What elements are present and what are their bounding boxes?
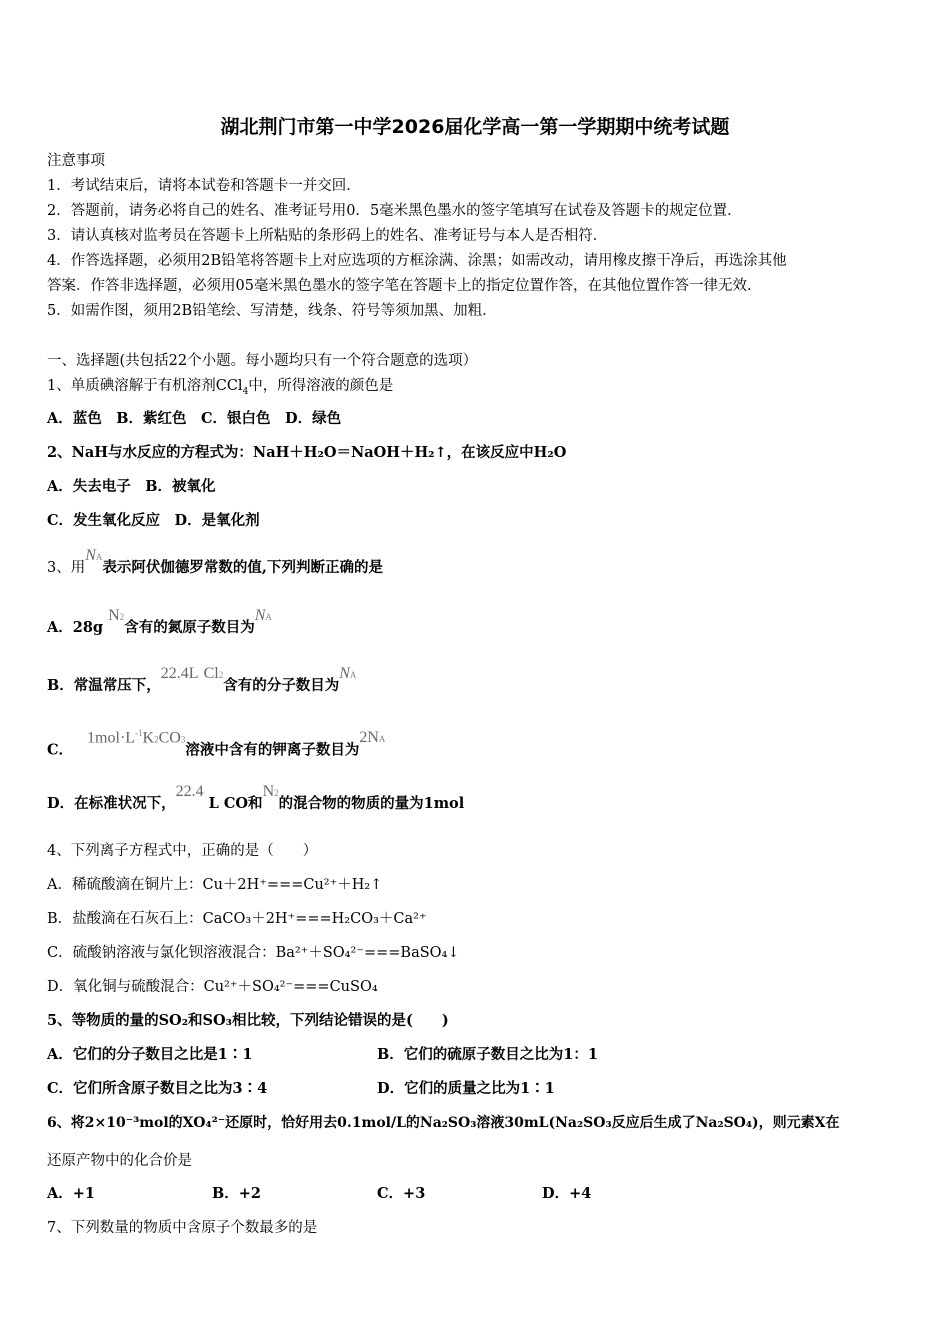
question-4-option-b: B．盐酸滴在石灰石上：CaCO₃＋2H⁺===H₂CO₃＋Ca²⁺ (47, 911, 427, 927)
question-3-option-a: A．28g N2含有的氮原子数目为NA (47, 607, 272, 636)
section-heading: 一、选择题(共包括22个小题。每小题均只有一个符合题意的选项） (47, 353, 478, 369)
question-3-option-c: C．$1mol\cdot L^{-1}K2CO3$溶液中含有的钾离子数目为2NA (47, 736, 385, 760)
formula-cl2: Cl2 (203, 665, 224, 682)
formula-2na: 2NA (359, 729, 386, 747)
question-2-options-row1: A．失去电子 B．被氧化 (47, 478, 216, 495)
question-6-option-b: B．+2 (212, 1185, 261, 1202)
notice-item: 3．请认真核对监考员在答题卡上所粘贴的条形码上的姓名、准考证号与本人是否相符． (47, 228, 608, 244)
question-5-option-a: A．它们的分子数目之比是1∶1 (47, 1046, 253, 1063)
question-7-stem: 7、下列数量的物质中含原子个数最多的是 (47, 1220, 318, 1236)
question-5-stem: 5、等物质的量的SO₂和SO₃相比较，下列结论错误的是( ) (47, 1012, 449, 1029)
formula-k2co3-conc: $1mol\cdot L^{-1}K2CO3$ (87, 728, 186, 747)
formula-n2: N2 (262, 783, 279, 800)
question-6-option-a: A．+1 (47, 1185, 95, 1202)
question-3-option-d: D．在标准状况下，22.4 L CO和N2的混合物的物质的量为1mol (47, 783, 465, 812)
question-4-option-a: A．稀硫酸滴在铜片上：Cu＋2H⁺===Cu²⁺＋H₂↑ (47, 877, 383, 893)
question-5-option-c: C．它们所含原子数目之比为3∶4 (47, 1080, 268, 1097)
question-3-option-b: B．常温常压下，22.4L Cl2含有的分子数目为NA (47, 665, 357, 694)
question-4-option-d: D．氧化铜与硫酸混合：Cu²⁺＋SO₄²⁻===CuSO₄ (47, 979, 378, 995)
question-1-stem: 1、单质碘溶解于有机溶剂CCl$_4$中，所得溶液的颜色是 (47, 378, 394, 397)
question-1-options: A．蓝色 B．紫红色 C．银白色 D．绿色 (47, 410, 342, 427)
notice-item: 答案．作答非选择题，必须用05毫米黑色墨水的签字笔在答题卡上的指定位置作答，在其他位置作答一律无效． (47, 278, 762, 294)
notice-item: 5．如需作图，须用2B铅笔绘、写清楚，线条、符号等须加黑、加粗． (47, 303, 497, 319)
question-3-stem: 3、用NA表示阿伏伽德罗常数的值,下列判断正确的是 (47, 547, 383, 576)
question-2-stem: 2、NaH与水反应的方程式为：NaH＋H₂O＝NaOH＋H₂↑，在该反应中H₂O (47, 444, 567, 461)
page-title: 湖北荆门市第一中学2026届化学高一第一学期期中统考试题 (220, 116, 730, 138)
question-6-option-c: C．+3 (377, 1185, 426, 1202)
formula-na: NA (85, 547, 103, 564)
formula-22-4: 22.4 (175, 783, 204, 800)
question-5-option-b: B．它们的硫原子数目之比为1：1 (377, 1046, 598, 1063)
notice-item: 2．答题前，请务必将自己的姓名、准考证号用0．5毫米黑色墨水的签字笔填写在试卷及答题卡的规定位置． (47, 203, 742, 219)
question-6-stem: 6、将2×10⁻³mol的XO₄²⁻还原时，恰好用去0.1mol/L的Na₂SO₃溶液30mL(Na₂SO₃反应后生成了Na₂SO₄)，则元素X在 (47, 1115, 840, 1131)
formula-22-4l: 22.4L (160, 665, 199, 682)
notice-item: 4．作答选择题，必须用2B铅笔将答题卡上对应选项的方框涂满、涂黑；如需改动，请用橡皮擦干净后，再选涂其他 (47, 253, 787, 269)
question-6-option-d: D．+4 (542, 1185, 592, 1202)
formula-na: NA (339, 665, 357, 682)
question-4-stem: 4、下列离子方程式中，正确的是（ ） (47, 843, 318, 859)
formula-n2: N2 (108, 607, 125, 624)
formula-na: NA (254, 607, 272, 624)
question-2-options-row2: C．发生氧化反应 D．是氧化剂 (47, 512, 260, 529)
notice-item: 1．考试结束后，请将本试卷和答题卡一并交回． (47, 178, 361, 194)
question-4-option-c: C．硫酸钠溶液与氯化钡溶液混合：Ba²⁺＋SO₄²⁻===BaSO₄↓ (47, 945, 460, 961)
question-5-option-d: D．它们的质量之比为1∶1 (377, 1080, 555, 1097)
question-6-stem-cont: 还原产物中的化合价是 (47, 1153, 192, 1169)
notice-heading: 注意事项 (47, 153, 105, 169)
